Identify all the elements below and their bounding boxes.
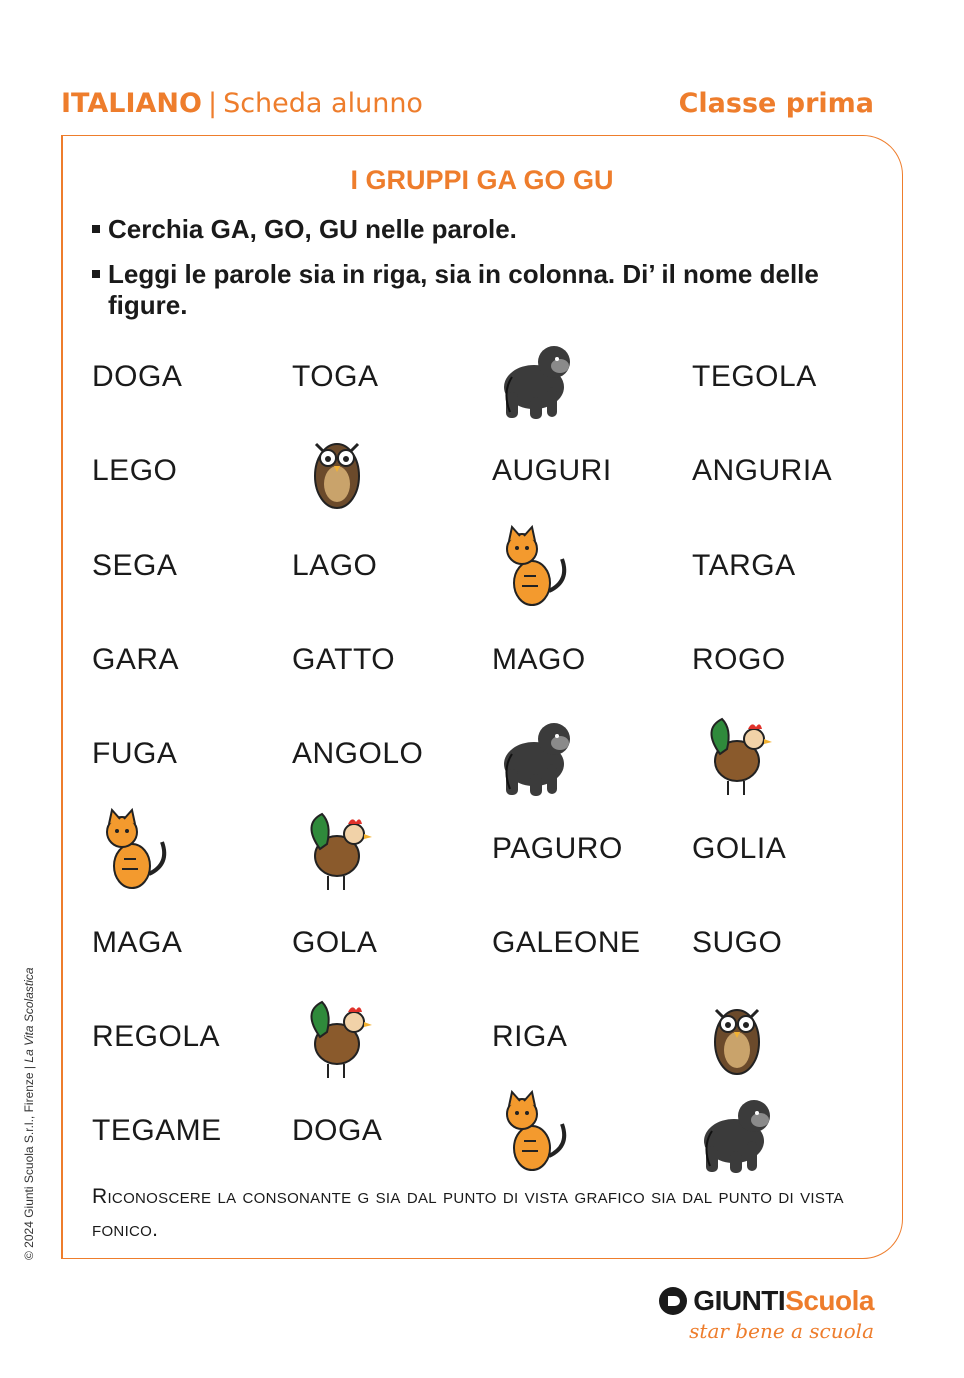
page-title: I GRUPPI GA GO GU: [350, 165, 614, 195]
grid-word: [92, 896, 292, 990]
word-label: SEGA: [92, 548, 178, 582]
word-label: GATTO: [292, 642, 396, 676]
word-label: LAGO: [292, 548, 378, 582]
owl-icon: [692, 990, 892, 1084]
grid-word: [92, 613, 292, 707]
grid-word: [92, 519, 292, 613]
word-label: TEGOLA: [692, 360, 817, 393]
owl-icon: [292, 424, 492, 518]
grid-word: [692, 896, 892, 990]
word-label: LEGO: [92, 454, 178, 488]
grid-word: [292, 896, 492, 990]
word-label: FUGA: [92, 737, 178, 771]
rooster-icon: [692, 707, 892, 801]
word-label: TARGA: [692, 548, 796, 582]
word-label: REGOLA: [92, 1020, 221, 1054]
grid-word: [292, 1084, 492, 1178]
grid-word: [492, 896, 692, 990]
cat-icon: [492, 519, 692, 613]
cat-icon: [492, 1084, 692, 1178]
header-separator: |: [207, 88, 218, 119]
word-label: MAGA: [92, 925, 183, 959]
word-label: GALEONE: [492, 925, 641, 959]
word-label: GARA: [92, 642, 180, 676]
grid-word: [692, 424, 892, 518]
grid-word: [292, 613, 492, 707]
cat-icon: [92, 802, 292, 896]
giunti-scuola-logo: GIUNTI Scuola star bene a scuola: [659, 1285, 874, 1343]
grid-word: [492, 424, 692, 518]
word-label: ANGOLO: [292, 737, 424, 771]
instruction-1: Cerchia GA, GO, GU nelle parole.: [92, 214, 868, 245]
rooster-icon: [292, 802, 492, 896]
logo-tagline: star bene a scuola: [689, 1319, 874, 1343]
grid-word: [92, 1084, 292, 1178]
word-label: TOGA: [292, 360, 379, 393]
word-label: AUGURI: [492, 454, 612, 488]
bullet-icon: [92, 225, 100, 233]
gorilla-icon: [492, 330, 692, 424]
word-label: PAGURO: [492, 831, 623, 865]
learning-goal-note: Riconoscere la consonante g sia dal punto di vista grafico sia dal punto di vista fonico.: [92, 1185, 844, 1241]
copyright-notice: © 2024 Giunti Scuola S.r.l., Firenze | La Vita Scolastica: [22, 967, 36, 1260]
word-label: DOGA: [92, 360, 183, 393]
grid-word: [692, 519, 892, 613]
word-label: ANGURIA: [692, 454, 833, 488]
word-label: DOGA: [292, 1114, 383, 1148]
word-label: SUGO: [692, 925, 783, 959]
sheet-label: Scheda alunno: [223, 88, 423, 119]
gorilla-icon: [692, 1084, 892, 1178]
word-label: MAGO: [492, 642, 586, 676]
grid-word: [92, 424, 292, 518]
grade-label: Classe prima: [678, 88, 874, 119]
word-label: GOLIA: [692, 831, 787, 865]
giunti-logo-icon: [659, 1287, 687, 1315]
grid-word: [492, 990, 692, 1084]
grid-word: [92, 990, 292, 1084]
grid-word: [692, 613, 892, 707]
rooster-icon: [292, 990, 492, 1084]
header-left: [61, 88, 423, 119]
grid-word: [492, 802, 692, 896]
instruction-2: Leggi le parole sia in riga, sia in colonna. Di’ il nome delle figure.: [92, 259, 868, 321]
grid-word: [92, 707, 292, 801]
bullet-icon: [92, 270, 100, 278]
grid-word: [292, 330, 492, 424]
grid-word: [692, 802, 892, 896]
subject-label: ITALIANO: [61, 88, 202, 119]
grid-word: [292, 519, 492, 613]
grid-word: [492, 613, 692, 707]
word-label: TEGAME: [92, 1114, 222, 1148]
grid-word: [692, 330, 892, 424]
word-label: GOLA: [292, 925, 378, 959]
gorilla-icon: [492, 707, 692, 801]
word-label: RIGA: [492, 1020, 568, 1054]
word-label: ROGO: [692, 642, 786, 676]
grid-word: [92, 330, 292, 424]
grid-word: [292, 707, 492, 801]
